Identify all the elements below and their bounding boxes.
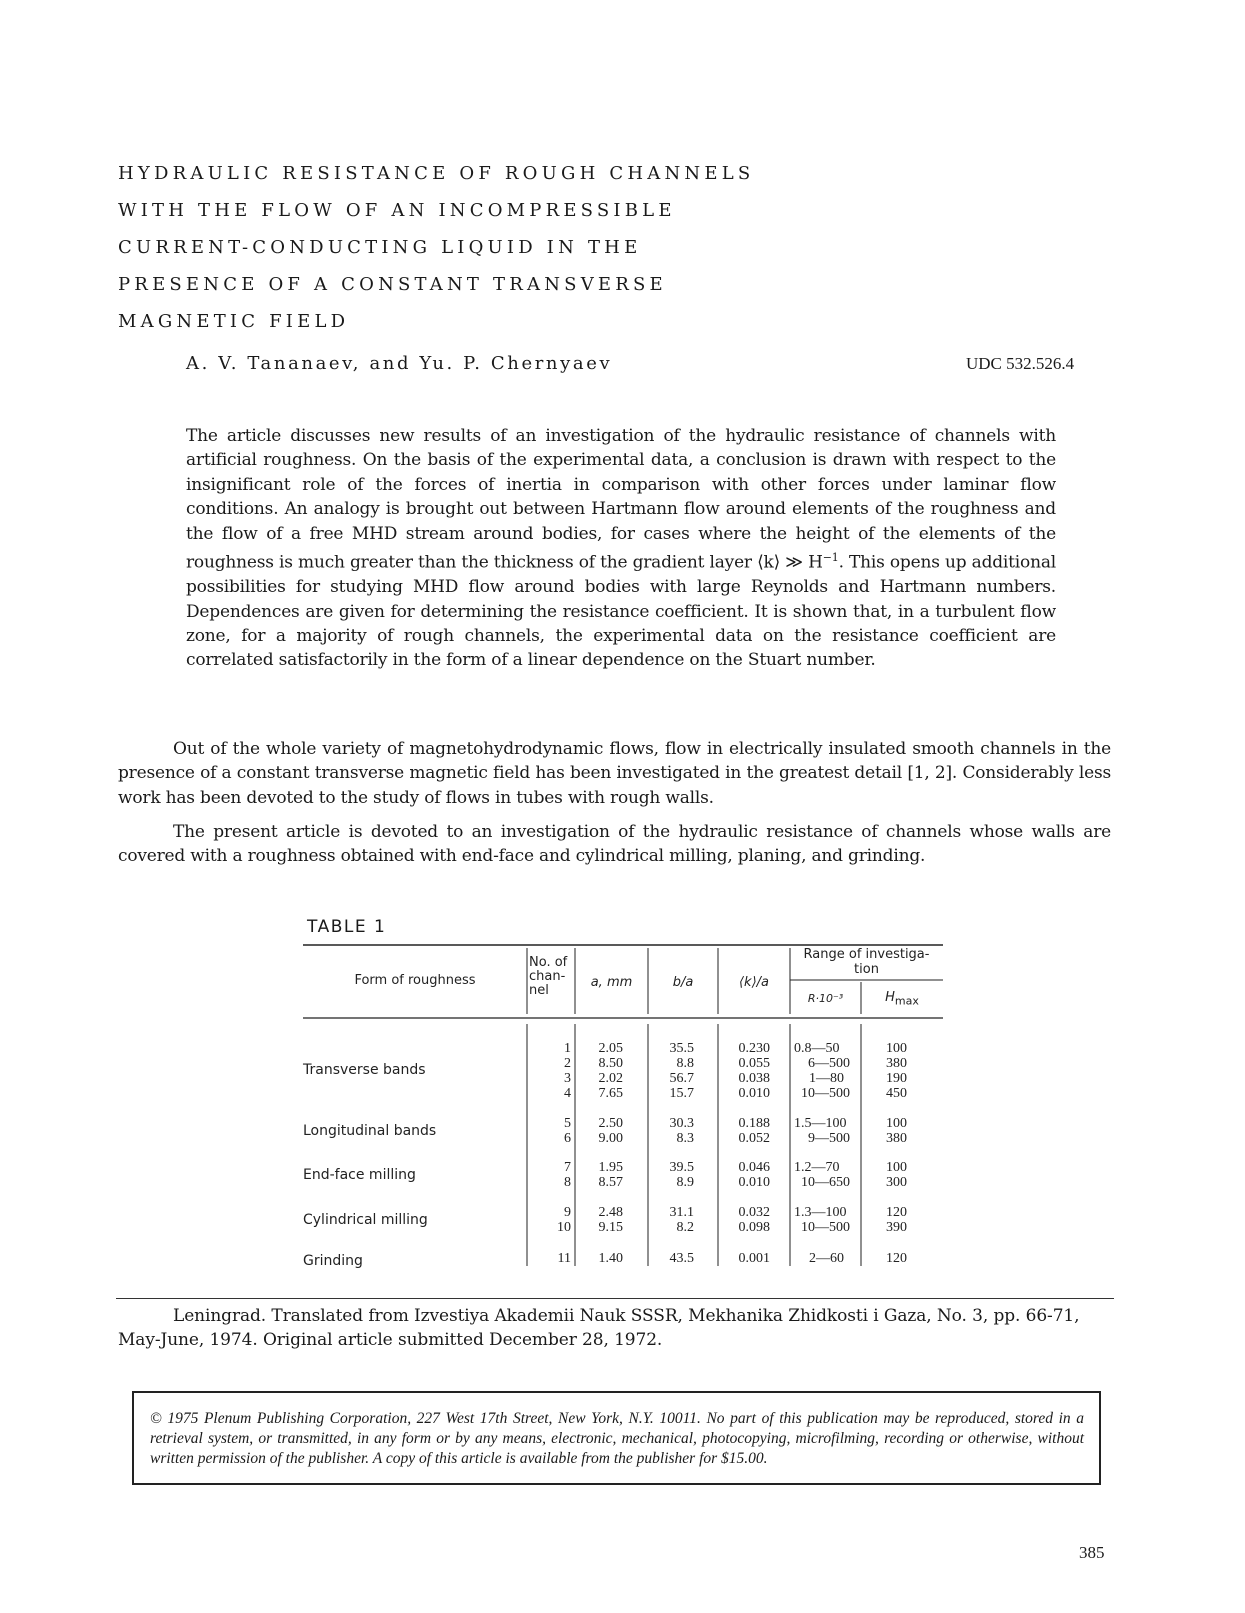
cell-ch: 2 xyxy=(564,1056,571,1071)
body-paragraph-2 xyxy=(118,820,1111,869)
cell-ch: 6 xyxy=(564,1131,571,1146)
cell-r: 1.3—100 xyxy=(794,1205,847,1220)
group-label-cylindrical: Cylindrical milling xyxy=(303,1212,428,1228)
title-line-1: HYDRAULIC RESISTANCE OF ROUGH CHANNELS xyxy=(118,163,755,184)
cell-a: 8.50 xyxy=(598,1056,623,1071)
cell-ba: 8.2 xyxy=(676,1220,694,1235)
table-caption: TABLE 1 xyxy=(307,917,387,937)
cell-r: 9—500 xyxy=(808,1131,850,1146)
cell-r: 2—60 xyxy=(809,1251,844,1266)
cell-ka: 0.055 xyxy=(738,1056,770,1071)
body-paragraph-1 xyxy=(118,737,1111,810)
header-range-2: tion xyxy=(854,962,879,977)
paragraph-text-1: Out of the whole variety of magnetohydrodynamic flows, flow in electrically insulated smooth channels in the presence of a constant transverse magnetic field has been investigated in the greatest detail [1, 2]. Considerably less work has been devoted to the study of flows in tubes with rough walls. xyxy=(118,739,1111,808)
header-channel-1: No. of xyxy=(529,955,568,970)
cell-ba: 30.3 xyxy=(669,1116,694,1131)
cell-a: 8.57 xyxy=(598,1175,623,1190)
cell-ch: 8 xyxy=(564,1175,571,1190)
cell-ba: 8.9 xyxy=(676,1175,694,1190)
title-line-2: WITH THE FLOW OF AN INCOMPRESSIBLE xyxy=(118,200,676,221)
header-a: a, mm xyxy=(590,975,633,990)
header-h-sub: max xyxy=(894,994,919,1008)
cell-ch: 3 xyxy=(564,1071,571,1086)
cell-ch: 11 xyxy=(557,1251,571,1266)
footnote xyxy=(118,1304,1103,1352)
cell-ka: 0.188 xyxy=(738,1116,770,1131)
header-ka: ⟨k⟩/a xyxy=(738,975,770,990)
cell-r: 0.8—50 xyxy=(794,1041,840,1056)
cell-h: 120 xyxy=(886,1251,907,1266)
group-label-longitudinal: Longitudinal bands xyxy=(303,1123,437,1139)
cell-ka: 0.001 xyxy=(738,1251,770,1266)
cell-h: 190 xyxy=(886,1071,907,1086)
cell-r: 10—500 xyxy=(801,1220,850,1235)
header-ba: b/a xyxy=(672,975,694,990)
cell-ch: 4 xyxy=(564,1086,571,1101)
cell-ba: 35.5 xyxy=(669,1041,694,1056)
cell-ch: 7 xyxy=(564,1160,571,1175)
group-label-end-face: End-face milling xyxy=(303,1167,416,1183)
cell-a: 7.65 xyxy=(598,1086,623,1101)
cell-ba: 8.8 xyxy=(676,1056,694,1071)
cell-ka: 0.098 xyxy=(738,1220,770,1235)
authors: A. V. Tananaev, and Yu. P. Chernyaev xyxy=(186,353,613,374)
paragraph-text-2: The present article is devoted to an investigation of the hydraulic resistance of channels whose walls are covered with a roughness obtained with end-face and cylindrical milling, planing, and grinding. xyxy=(118,822,1111,867)
cell-ch: 9 xyxy=(564,1205,571,1220)
abstract-superscript: −1 xyxy=(822,551,839,565)
abstract-part-2: . This opens up additional possibilities for studying MHD flow around bodies with large Reynolds and Hartmann numbers. Dependences are given for determining the resistance coefficient. It is shown that, in a turbulent flow zone, for a majority of rough channels, the experimental data on the resistance coefficient are correlated satisfactorily in the form of a linear dependence on the Stuart number. xyxy=(186,552,1056,671)
title-line-5: MAGNETIC FIELD xyxy=(118,311,350,332)
abstract-part-1: The article discusses new results of an investigation of the hydraulic resistance of channels with artificial roughness. On the basis of the experimental data, a conclusion is drawn with respect to the insignificant role of the forces of inertia in comparison with other forces under laminar flow conditions. An analogy is brought out between Hartmann flow around elements of the roughness and the flow of a free MHD stream around bodies, for cases where the height of the elements of the roughness is much greater than the thickness of the gradient layer ⟨k⟩ ≫ H xyxy=(186,426,1056,573)
copyright-text: © 1975 Plenum Publishing Corporation, 227 West 17th Street, New York, N.Y. 10011. No part of this publication may be reproduced, stored in a retrieval system, or transmitted, in any form or by any means, electronic, mechanical, photocopying, microfilming, recording or otherwise, without written permission of the publisher. A copy of this article is available from the publisher for $15.00. xyxy=(150,1410,1084,1467)
cell-h: 380 xyxy=(886,1056,907,1071)
cell-r: 10—650 xyxy=(801,1175,850,1190)
cell-ka: 0.010 xyxy=(738,1086,770,1101)
title-line-4: PRESENCE OF A CONSTANT TRANSVERSE xyxy=(118,274,667,295)
cell-ch: 5 xyxy=(564,1116,571,1131)
cell-a: 9.00 xyxy=(598,1131,623,1146)
page-number: 385 xyxy=(1079,1543,1105,1562)
cell-r: 1.2—70 xyxy=(794,1160,840,1175)
cell-ch: 1 xyxy=(564,1041,571,1056)
cell-r: 1.5—100 xyxy=(794,1116,847,1131)
copyright-box xyxy=(132,1391,1101,1485)
cell-ka: 0.038 xyxy=(738,1071,770,1086)
cell-a: 2.50 xyxy=(598,1116,623,1131)
title-line-3: CURRENT-CONDUCTING LIQUID IN THE xyxy=(118,237,642,258)
cell-h: 450 xyxy=(886,1086,907,1101)
cell-ka: 0.046 xyxy=(738,1160,770,1175)
cell-ka: 0.032 xyxy=(738,1205,770,1220)
header-channel-3: nel xyxy=(529,983,549,998)
cell-ba: 43.5 xyxy=(669,1251,694,1266)
cell-ba: 31.1 xyxy=(669,1205,694,1220)
header-h-letter: H xyxy=(885,990,895,1005)
cell-h: 300 xyxy=(886,1175,907,1190)
cell-h: 380 xyxy=(886,1131,907,1146)
article-title xyxy=(118,155,818,340)
group-label-grinding: Grinding xyxy=(303,1253,363,1269)
data-table xyxy=(303,944,943,1274)
cell-ba: 15.7 xyxy=(669,1086,694,1101)
footnote-divider xyxy=(116,1298,1114,1299)
header-r: R·10⁻³ xyxy=(807,992,844,1005)
header-form: Form of roughness xyxy=(354,973,476,988)
cell-r: 10—500 xyxy=(801,1086,850,1101)
cell-a: 9.15 xyxy=(598,1220,623,1235)
cell-ba: 56.7 xyxy=(669,1071,694,1086)
cell-h: 100 xyxy=(886,1160,907,1175)
udc-code: UDC 532.526.4 xyxy=(966,354,1075,373)
group-label-transverse: Transverse bands xyxy=(303,1062,426,1078)
cell-h: 390 xyxy=(886,1220,907,1235)
cell-ba: 39.5 xyxy=(669,1160,694,1175)
cell-a: 2.02 xyxy=(598,1071,623,1086)
header-h xyxy=(861,991,943,1009)
header-channel-2: chan- xyxy=(529,969,566,984)
header-range-1: Range of investiga- xyxy=(803,947,930,962)
cell-ka: 0.052 xyxy=(738,1131,770,1146)
cell-a: 1.95 xyxy=(598,1160,623,1175)
cell-a: 2.05 xyxy=(598,1041,623,1056)
cell-ba: 8.3 xyxy=(676,1131,694,1146)
cell-r: 1—80 xyxy=(809,1071,844,1086)
abstract xyxy=(186,424,1056,673)
cell-h: 100 xyxy=(886,1116,907,1131)
cell-h: 100 xyxy=(886,1041,907,1056)
cell-a: 1.40 xyxy=(598,1251,623,1266)
cell-ch: 10 xyxy=(557,1220,571,1235)
cell-h: 120 xyxy=(886,1205,907,1220)
footnote-text: Leningrad. Translated from Izvestiya Akademii Nauk SSSR, Mekhanika Zhidkosti i Gaza, No. 3, pp. 66-71, May-June, 1974. Original article submitted December 28, 1972. xyxy=(118,1306,1080,1350)
cell-a: 2.48 xyxy=(598,1205,623,1220)
cell-r: 6—500 xyxy=(808,1056,850,1071)
cell-ka: 0.230 xyxy=(738,1041,770,1056)
cell-ka: 0.010 xyxy=(738,1175,770,1190)
